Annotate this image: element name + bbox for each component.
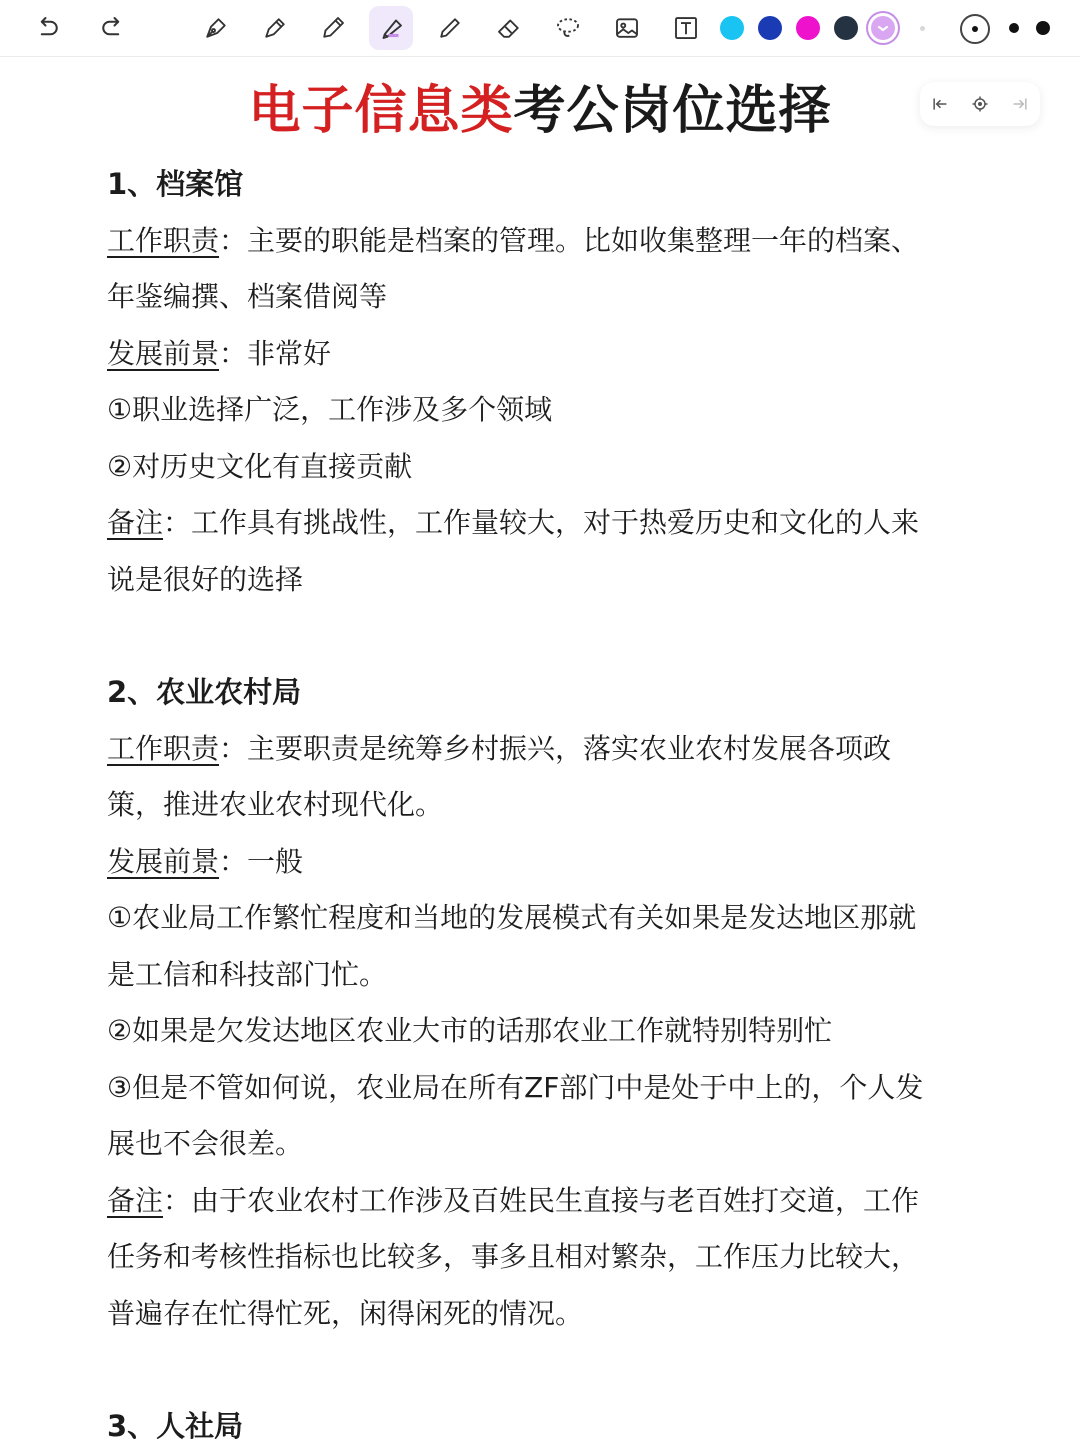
note-text: ：由于农业农村工作涉及百姓民生直接与老百姓打交道，工作 [163,1183,920,1217]
color-swatch-charcoal[interactable] [834,16,858,40]
fountain-pen-icon [201,13,231,43]
section-heading: 3、人社局 [107,1409,244,1443]
duty-label: 工作职责 [107,731,220,765]
stroke-size-tiny[interactable] [908,14,936,42]
list-item: 展也不会很差。 [107,1127,304,1160]
prospect-line [107,834,987,891]
section-heading: 2、农业农村局 [107,675,302,709]
pencil-icon [318,13,348,43]
section-spacer [107,1342,987,1398]
note-line [107,495,987,552]
duty-text-cont: 年鉴编撰、档案借阅等 [107,280,388,313]
list-item: ①职业选择广泛，工作涉及多个领域 [107,393,553,426]
note-line [107,1173,987,1230]
prospect-text: ：非常好 [219,336,332,370]
toolbar [0,0,1080,57]
text-box-button[interactable] [664,6,708,50]
duty-text: ：主要的职能是档案的管理。比如收集整理一年的档案、 [219,223,920,257]
prospect-text: ：一般 [219,844,304,878]
stroke-size-large[interactable] [1036,14,1050,42]
undo-icon [33,13,63,43]
list-item: ②对历史文化有直接贡献 [107,449,413,483]
eraser-icon [494,13,524,43]
note-label: 备注 [107,506,164,539]
color-swatch-lavender[interactable] [871,16,895,40]
highlighter-button[interactable] [369,6,413,50]
eraser-button[interactable] [487,6,531,50]
note-label: 备注 [107,1183,164,1217]
title-highlight: 电子信息类 [248,81,514,141]
title-rest: 考公岗位选择 [513,81,832,141]
list-item: ②如果是欠发达地区农业大市的话那农业工作就特别特别忙 [107,1014,833,1047]
image-button[interactable] [605,6,649,50]
redo-icon [97,13,127,43]
pen-button[interactable] [253,6,297,50]
note-text-cont: 任务和考核性指标也比较多，事多且相对繁杂，工作压力比较大， [107,1240,920,1273]
duty-label: 工作职责 [107,223,220,257]
section-heading: 1、档案馆 [107,167,244,201]
note-text-cont: 说是很好的选择 [107,562,304,596]
pencil-alt-icon [435,13,465,43]
document-body [107,156,987,1455]
list-item: ③但是不管如何说，农业局在所有ZF部门中是处于中上的，个人发 [107,1070,924,1104]
duty-line [107,721,987,778]
highlighter-icon [376,13,406,43]
undo-button[interactable] [26,6,70,50]
stroke-size-medium[interactable] [1000,14,1028,42]
redo-button[interactable] [90,6,134,50]
pen-icon [260,13,290,43]
pencil-alt-button[interactable] [428,6,472,50]
list-item: ①农业局工作繁忙程度和当地的发展模式有关如果是发达地区那就 [107,901,917,934]
list-item: 是工信和科技部门忙。 [107,957,388,991]
duty-line [107,213,987,270]
lasso-button[interactable] [546,6,590,50]
image-icon [612,13,642,43]
color-swatch-magenta[interactable] [796,16,820,40]
note-text: ：工作具有挑战性，工作量较大，对于热爱历史和文化的人来 [163,506,920,539]
check-icon [871,16,895,40]
fountain-pen-button[interactable] [194,6,238,50]
prospect-label: 发展前景 [107,336,220,370]
prospect-line [107,326,987,383]
duty-text-cont: 策，推进农业农村现代化。 [107,788,444,821]
page-title [0,78,1080,144]
lasso-icon [553,13,583,43]
text-box-icon [671,13,701,43]
duty-text: ：主要职责是统筹乡村振兴，落实农业农村发展各项政 [219,731,892,765]
color-swatch-cyan[interactable] [720,16,744,40]
color-swatch-blue[interactable] [758,16,782,40]
note-text-cont: 普遍存在忙得忙死，闲得闲死的情况。 [107,1296,584,1330]
stroke-size-small[interactable] [960,14,990,44]
section-spacer [107,608,987,664]
pencil-button[interactable] [311,6,355,50]
prospect-label: 发展前景 [107,844,220,878]
